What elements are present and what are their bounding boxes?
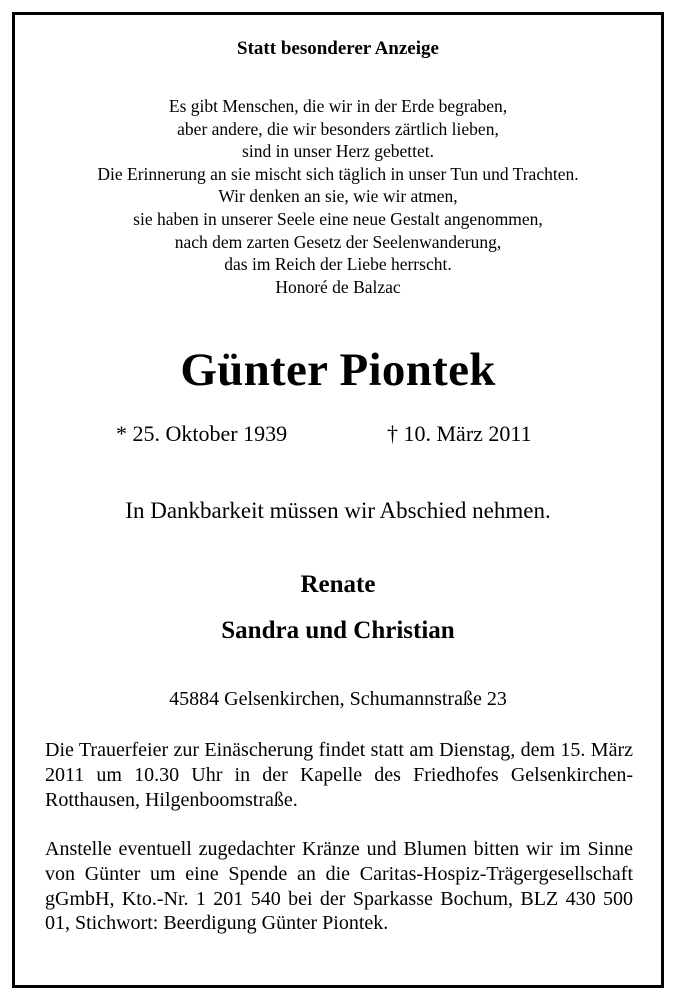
poem-line: aber andere, die wir besonders zärtlich lieben, <box>177 118 499 139</box>
mourners <box>15 562 661 654</box>
poem-line: nach dem zarten Gesetz der Seelenwanderung, <box>174 231 502 252</box>
notice-header: Statt besonderer Anzeige <box>237 38 439 59</box>
obituary-notice <box>12 12 664 988</box>
poem-author: Honoré de Balzac <box>275 276 401 297</box>
poem-line: sind in unser Herz gebettet. <box>242 141 434 162</box>
farewell-line: In Dankbarkeit müssen wir Abschied nehmen. <box>125 498 551 523</box>
donation-info: Anstelle eventuell zugedachter Kränze und Blumen bitten wir im Sinne von Günter um eine Spende an die Caritas-Hospiz-Trägergesellschaft gGmbH, Kto.-Nr. 1 201 540 bei der Sparkasse Bochum, BLZ 430 500 01, Stichwort: Beerdigung Günter Piontek. <box>45 838 633 935</box>
poem-line: Wir denken an sie, wie wir atmen, <box>218 186 458 207</box>
death-date: † 10. März 2011 <box>387 421 532 446</box>
poem-quote <box>15 95 661 298</box>
mourner-name: Renate <box>300 571 376 598</box>
poem-line: Die Erinnerung an sie mischt sich täglich in unser Tun und Trachten. <box>97 163 579 184</box>
poem-line: das im Reich der Liebe herrscht. <box>224 254 452 275</box>
funeral-info: Die Trauerfeier zur Einäscherung findet statt am Dienstag, dem 15. März 2011 um 10.30 Uhr in der Kapelle des Friedhofes Gelsenkirchen-Rotthausen, Hilgenboomstraße. <box>45 739 633 811</box>
poem-line: sie haben in unserer Seele eine neue Gestalt angenommen, <box>133 208 543 229</box>
mourner-name: Sandra und Christian <box>221 617 455 644</box>
birth-date: * 25. Oktober 1939 <box>116 421 288 446</box>
family-address: 45884 Gelsenkirchen, Schumannstraße 23 <box>169 688 507 710</box>
poem-line: Es gibt Menschen, die wir in der Erde begraben, <box>168 96 508 116</box>
deceased-name: Günter Piontek <box>180 344 496 396</box>
